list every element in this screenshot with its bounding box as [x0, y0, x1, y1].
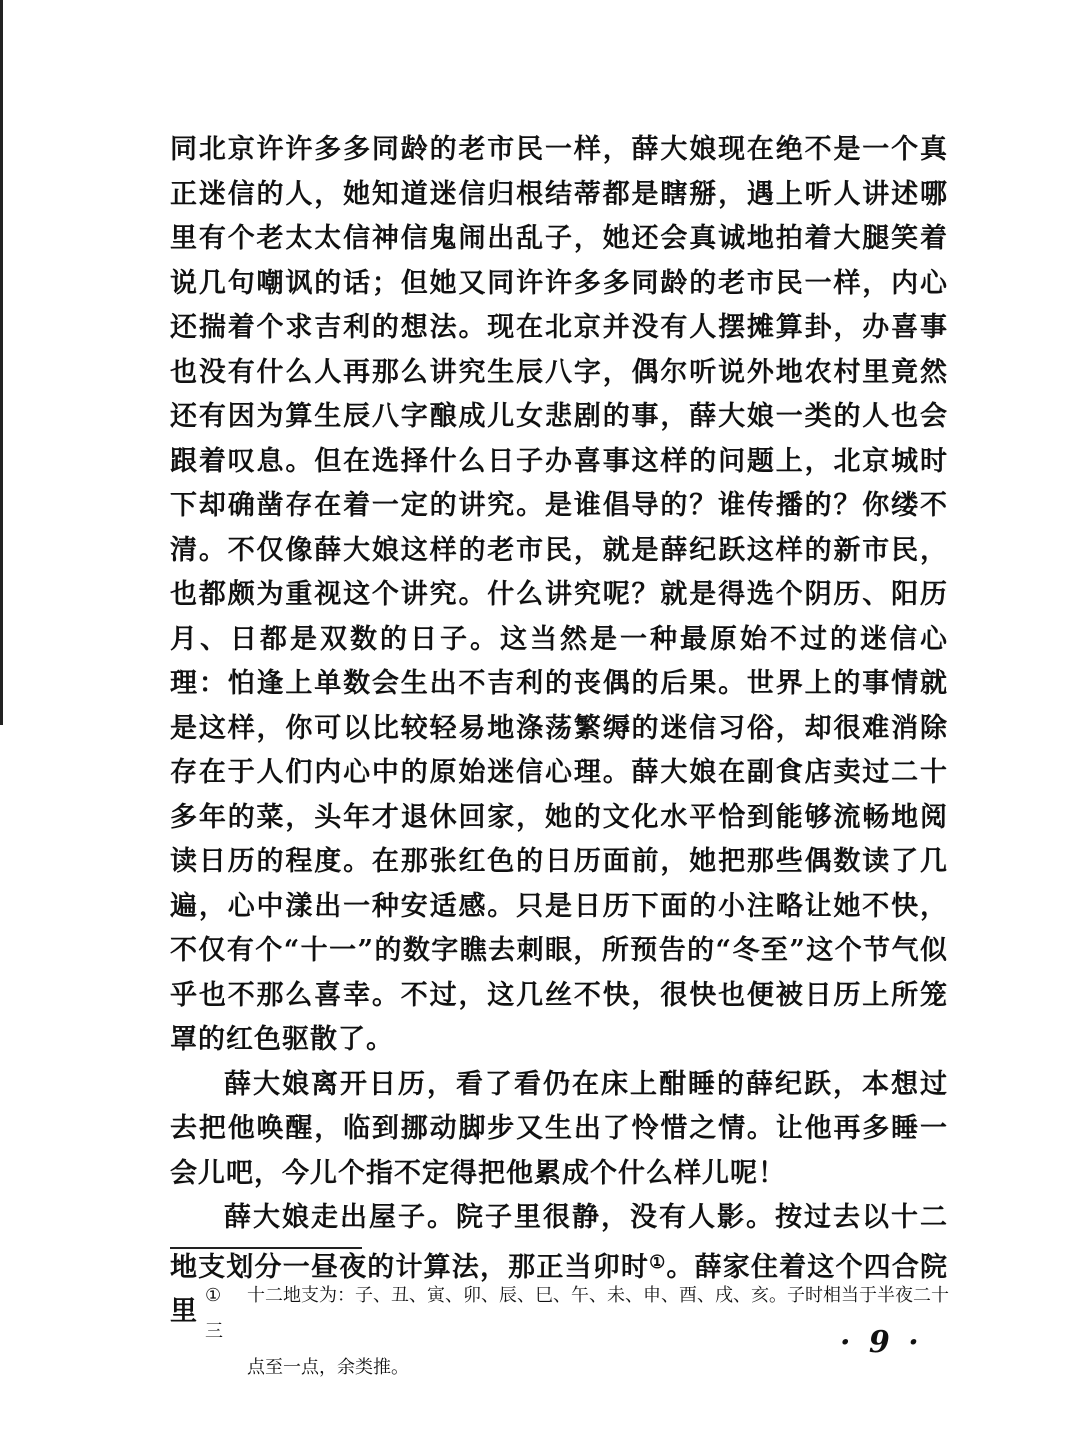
page-number: · 9 · [840, 1325, 923, 1360]
footnote-marker: ① [205, 1285, 222, 1306]
paragraph-3-text-before-note: 薛大娘走出屋子。院子里很静，没有人影。按过去以十二地支划分一昼夜的计算法，那正当卯时 [170, 1202, 948, 1283]
page-binding-edge [0, 0, 3, 725]
paragraph-2: 薛大娘离开日历，看了看仍在床上酣睡的薛纪跃，本想过去把他唤醒，临到挪动脚步又生出了怜惜之情。让他再多睡一会儿吧，今儿个指不定得把他累成个什么样儿呢！ [170, 1068, 948, 1189]
footnote-line-2: 点至一点，余类推。 [247, 1357, 409, 1378]
paragraph-1: 同北京许许多多同龄的老市民一样，薛大娘现在绝不是一个真正迷信的人，她知道迷信归根结蒂都是瞎掰，遇上听人讲述哪里有个老太太信神信鬼闹出乱子，她还会真诚地拍着大腿笑着说几句嘲讽的话；但她又同许许多多同龄的老市民一样，内心还揣着个求吉利的想法。现在北京并没有人摆摊算卦，办喜事也没有什么人再那么讲究生辰八字，偶尔听说外地农村里竟然还有因为算生辰八字酿成儿女悲剧的事，薛大娘一类的人也会跟着叹息。但在选择什么日子办喜事这样的问题上，北京城时下却确凿存在着一定的讲究。是谁倡导的？谁传播的？你缕不清。不仅像薛大娘这样的老市民，就是薛纪跃这样的新市民，也都颇为重视这个讲究。什么讲究呢？就是得选个阴历、阳历月、日都是双数的日子。这当然是一种最原始不过的迷信心理：怕逢上单数会生出不吉利的丧偶的后果。世界上的事情就是这样，你可以比较轻易地涤荡繁缛的迷信习俗，却很难消除存在于人们内心中的原始迷信心理。薛大娘在副食店卖过二十多年的菜，头年才退休回家，她的文化水平恰到能够流畅地阅读日历的程度。在那张红色的日历面前，她把那些偶数读了几遍，心中漾出一种安适感。只是日历下面的小注略让她不快，不仅有个“十一”的数字瞧去刺眼，所预告的“冬至”这个节气似乎也不那么喜幸。不过，这几丝不快，很快也便被日历上所笼罩的红色驱散了。 [170, 134, 948, 1055]
footnote-separator-rule [170, 1247, 362, 1249]
footnote [205, 1278, 950, 1386]
body-text [170, 128, 948, 1335]
footnote-line-1 [205, 1278, 950, 1350]
footnote-reference-mark: ① [649, 1251, 667, 1273]
paragraph-3-text-after-note: 。薛家住着这个四合院里 [170, 1251, 949, 1327]
footnote-line-1-text: 十二地支为：子、丑、寅、卯、辰、巳、午、未、申、酉、戌、亥。子时相当于半夜二十三 [205, 1285, 949, 1342]
